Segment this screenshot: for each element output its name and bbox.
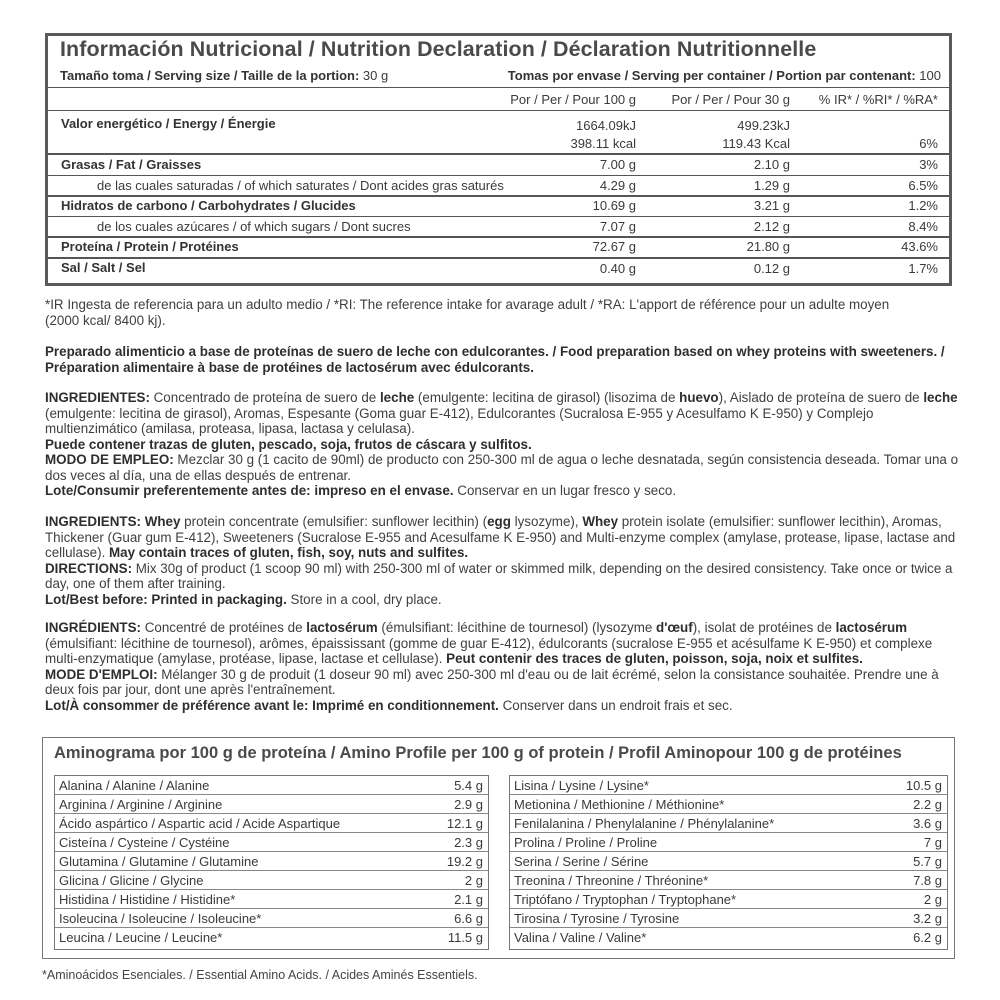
table-row: Treonina / Threonine / Thréonine* 7.8 g xyxy=(510,871,947,890)
table-row: Fenilalanina / Phenylalanine / Phénylalanine* 3.6 g xyxy=(510,814,947,833)
table-row: Alanina / Alanine / Alanine 5.4 g xyxy=(55,776,488,795)
fat-per30: 2.10 g xyxy=(753,157,790,172)
lot-es: Lote/Consumir preferentemente antes de: impreso en el envase. Conservar en un lugar fresco y seco. xyxy=(45,483,677,498)
col-header-per30: Por / Per / Pour 30 g xyxy=(671,92,790,107)
protein-per100: 72.67 g xyxy=(592,239,636,254)
table-row: Serina / Serine / Sérine 5.7 g xyxy=(510,852,947,871)
nutrition-title: Información Nutricional / Nutrition Declaration / Déclaration Nutritionnelle xyxy=(60,38,817,61)
table-row: Prolina / Proline / Proline 7 g xyxy=(510,833,947,852)
ingredients-en: INGREDIENTS: Whey protein concentrate (emulsifier: sunflower lecithin) (egg lysozyme), Whey protein isolate (emulsifier: sunflower lecithin), Aromas, Thickener (Guar gum E-412), Sweeteners (Sucralose E-955 and Acesulfame K E-950) and Multi-enzyme complex (amylase, protease, lipase, lactase and cellulase). May contain traces of gluten, fish, soy, nuts and sulfites. xyxy=(45,514,956,560)
salt-label: Sal / Salt / Sel xyxy=(61,260,146,275)
protein-label: Proteína / Protein / Protéines xyxy=(61,239,239,254)
directions-es: MODO DE EMPLEO: Mezclar 30 g (1 cacito de 90ml) de producto con 250-300 ml de agua o leche desnatada, según consistencia deseada. Tomar una o dos veces al día, una de ellas después de entrenar. xyxy=(45,452,959,483)
saturates-per100: 4.29 g xyxy=(599,178,636,193)
energy-per100-kj: 1664.09kJ xyxy=(576,118,636,133)
salt-per100: 0.40 g xyxy=(599,261,636,276)
saturates-per30: 1.29 g xyxy=(753,178,790,193)
french-section xyxy=(45,620,965,713)
lot-fr: Lot/À consommer de préférence avant le: Imprimé en conditionnement. Conserver dans un endroit frais et sec. xyxy=(45,697,733,713)
divider xyxy=(48,87,949,88)
divider xyxy=(48,216,949,217)
fat-per100: 7.00 g xyxy=(599,157,636,172)
amino-profile-title: Aminograma por 100 g de proteína / Amino Profile per 100 g of protein / Profil Aminopour 100 g de protéines xyxy=(54,744,902,762)
sugars-ri: 8.4% xyxy=(908,219,938,234)
col-header-ri: % IR* / %RI* / %RA* xyxy=(818,92,938,107)
fat-label: Grasas / Fat / Graisses xyxy=(61,157,202,172)
table-row: Leucina / Leucine / Leucine* 11.5 g xyxy=(59,930,483,945)
table-row: Cisteína / Cysteine / Cystéine 2.3 g xyxy=(55,833,488,852)
directions-en: DIRECTIONS: Mix 30g of product (1 scoop 90 ml) with 250-300 ml of water or skimmed milk, depending on the desired consistency. Take once or twice a day, one of them after training. xyxy=(45,560,953,591)
carbs-per30: 3.21 g xyxy=(753,198,790,213)
table-row: Triptófano / Tryptophan / Tryptophane* 2 g xyxy=(510,890,947,909)
reference-intake-note: *IR Ingesta de referencia para un adulto medio / *RI: The reference intake for avarage adult / *RA: L'apport de référence pour un adulte moyen (2000 kcal/ 8400 kj). xyxy=(45,297,890,328)
energy-ri: 6% xyxy=(919,136,938,151)
protein-per30: 21.80 g xyxy=(746,239,790,254)
table-row: Histidina / Histidine / Histidine* 2.1 g xyxy=(55,890,488,909)
table-row: Metionina / Methionine / Méthionine* 2.2 g xyxy=(510,795,947,814)
table-row: Glicina / Glicine / Glycine 2 g xyxy=(55,871,488,890)
col-header-per100: Por / Per / Pour 100 g xyxy=(510,92,636,107)
ingredients-es: INGREDIENTES: Concentrado de proteína de suero de leche (emulgente: lecitina de girasol) (lisozima de huevo), Aislado de proteína de suero de leche (emulgente: lecitina de girasol), Aromas, Espesante (Goma guar E-412), Edulcorantes (Sucralosa E-955 y Acesulfamo K E-950) y Complejo multienzimático (amilasa, proteasa, lipasa, lactasa y celulasa). xyxy=(45,390,958,436)
traces-es: Puede contener trazas de gluten, pescado, soja, frutos de cáscara y sulfitos. xyxy=(45,436,532,452)
amino-table-right xyxy=(509,775,948,950)
amino-table-left xyxy=(54,775,489,950)
ingredients-fr: INGRÉDIENTS: Concentré de protéines de lactosérum (émulsifiant: lécithine de tournesol) (lysozyme d'œuf), isolat de protéines de lactosérum (émulsifiant: lécithine de tournesol), arômes, épaississant (gomme de guar E-412), édulcorants (sucralose E-955 et acésulfame K E-950) et complexe multi-enzymatique (amylase, protéase, lipase, lactase et cellulase). Peut contenir des traces de gluten, poisson, soja, noix et sulfites. xyxy=(45,620,933,666)
table-row: Isoleucina / Isoleucine / Isoleucine* 6.6 g xyxy=(55,909,488,928)
table-row: Arginina / Arginine / Arginine 2.9 g xyxy=(55,795,488,814)
protein-ri: 43.6% xyxy=(901,239,938,254)
table-row: Lisina / Lysine / Lysine* 10.5 g xyxy=(510,776,947,795)
energy-per30-kj: 499.23kJ xyxy=(737,118,790,133)
saturates-label: de las cuales saturadas / of which saturates / Dont acides gras saturés xyxy=(97,178,504,193)
table-row: Tirosina / Tyrosine / Tyrosine 3.2 g xyxy=(510,909,947,928)
table-row: Valina / Valine / Valine* 6.2 g xyxy=(514,930,942,945)
carbs-ri: 1.2% xyxy=(908,198,938,213)
table-row: Ácido aspártico / Aspartic acid / Acide Aspartique 12.1 g xyxy=(55,814,488,833)
sugars-label: de los cuales azúcares / of which sugars / Dont sucres xyxy=(97,219,411,234)
sugars-per30: 2.12 g xyxy=(753,219,790,234)
divider xyxy=(48,153,949,155)
carbs-per100: 10.69 g xyxy=(592,198,636,213)
energy-per30-kcal: 119.43 Kcal xyxy=(722,136,790,151)
spanish-section xyxy=(45,390,965,499)
sugars-per100: 7.07 g xyxy=(599,219,636,234)
divider xyxy=(48,110,949,111)
lot-en: Lot/Best before: Printed in packaging. Store in a cool, dry place. xyxy=(45,591,442,607)
directions-fr: MODE D'EMPLOI: Mélanger 30 g de produit (1 doseur 90 ml) avec 250-300 ml d'eau ou de lait écrémé, selon la consistance souhaitée. Prendre une à deux fois par jour, dont une après l'entraînement. xyxy=(45,666,939,697)
divider xyxy=(48,257,949,259)
serving-size: Tamaño toma / Serving size / Taille de la portion: 30 g xyxy=(60,68,389,83)
divider xyxy=(48,175,949,176)
saturates-ri: 6.5% xyxy=(908,178,938,193)
salt-ri: 1.7% xyxy=(908,261,938,276)
energy-per100-kcal: 398.11 kcal xyxy=(570,136,636,151)
energy-label: Valor energético / Energy / Énergie xyxy=(61,116,276,131)
essential-amino-note: *Aminoácidos Esenciales. / Essential Amino Acids. / Acides Aminés Essentiels. xyxy=(42,968,478,982)
divider xyxy=(48,195,949,197)
servings-per-container: Tomas por envase / Serving per container / Portion par contenant: 100 xyxy=(507,68,941,83)
fat-ri: 3% xyxy=(919,157,938,172)
table-row: Glutamina / Glutamine / Glutamine 19.2 g xyxy=(55,852,488,871)
divider xyxy=(48,236,949,238)
carbs-label: Hidratos de carbono / Carbohydrates / Glucides xyxy=(61,198,356,213)
english-section xyxy=(45,514,965,607)
salt-per30: 0.12 g xyxy=(753,261,790,276)
product-description: Preparado alimenticio a base de proteínas de suero de leche con edulcorantes. / Food preparation based on whey proteins with sweeteners. / Préparation alimentaire à base de protéines de lactosérum avec édulcorants. xyxy=(45,344,945,375)
